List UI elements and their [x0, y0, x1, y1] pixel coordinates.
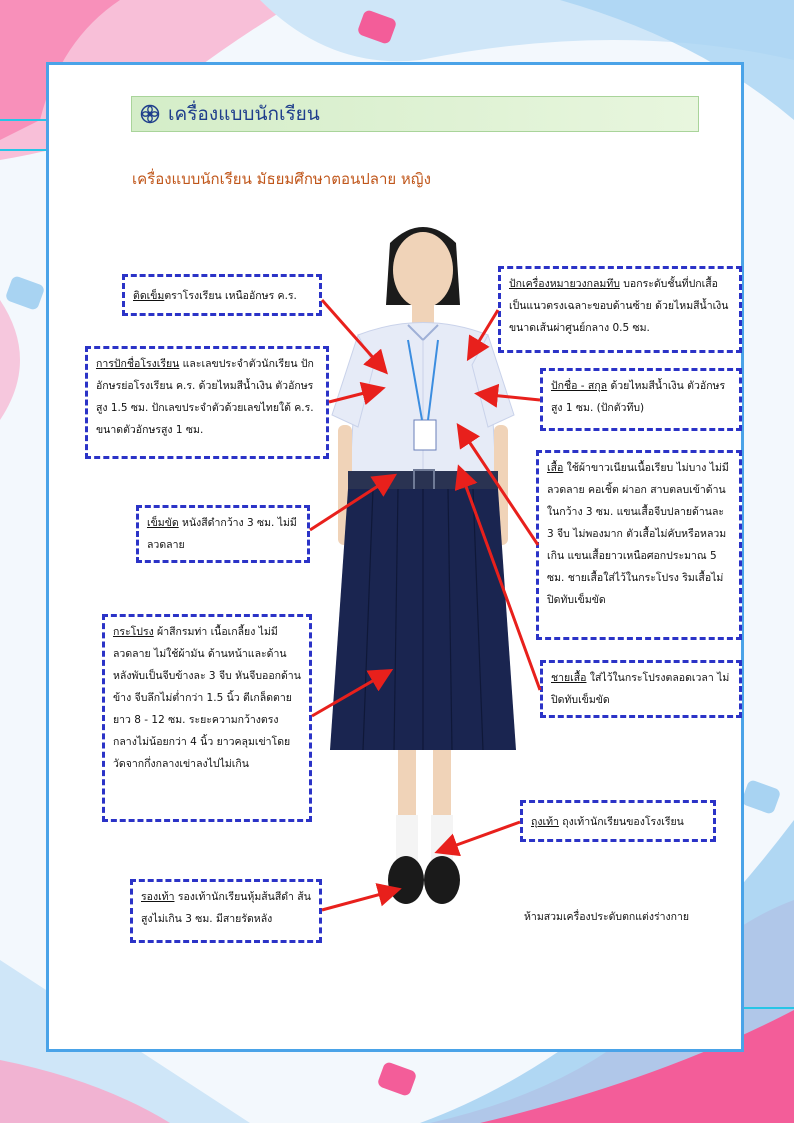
desc-school-name: และเลขประจำตัวนักเรียน ปักอักษรย่อโรงเรียน ค.ร. ด้วยไหมสีน้ำเงิน ตัวอักษรสูง 1.5 ซม. ปักเลขประจำตัวด้วยเลขไทยใต้ ค.ร. ขนาดตัวอักษรสูง 1 ซม.	[96, 358, 314, 436]
desc-shoes: รองเท้านักเรียนหุ้มส้นสีดำ ส้นสูงไม่เกิน 3 ซม. มีสายรัดหลัง	[141, 891, 311, 925]
label-belt	[136, 505, 310, 563]
page-title: เครื่องแบบนักเรียน	[168, 103, 320, 125]
desc-socks: ถุงเท้านักเรียนของโรงเรียน	[558, 816, 684, 828]
desc-badge: ตราโรงเรียน เหนืออักษร ค.ร.	[164, 290, 297, 302]
term-shirt-hem: ชายเสื้อ	[551, 672, 587, 684]
term-shoes: รองเท้า	[141, 891, 175, 903]
label-student-name	[540, 368, 742, 431]
desc-shirt: ใช้ผ้าขาวเนียนเนื้อเรียบ ไม่บาง ไม่มีลวดลาย คอเชิ้ต ผ่าอก สาบตลบเข้าด้านในกว้าง 3 ซม. แขนเสื้อจีบปลายด้านละ 3 จีบ ไม่พองมาก ตัวเสื้อไม่คับหรือหลวมเกิน แขนเสื้อยาวเหนือศอกประมาณ 5 ซม. ชายเสื้อใส่ไว้ในกระโปรง ริมเสื้อไม่ปิดทับเข็มขัด	[547, 462, 729, 606]
label-shirt-hem	[540, 660, 742, 718]
term-school-name: การปักชื่อโรงเรียน	[96, 358, 180, 370]
label-level-dot	[498, 266, 742, 353]
term-level-dot: ปักเครื่องหมายวงกลมทึบ	[509, 278, 620, 290]
term-skirt: กระโปรง	[113, 626, 154, 638]
term-belt: เข็มขัด	[147, 517, 179, 529]
label-shoes	[130, 879, 322, 943]
term-socks: ถุงเท้า	[531, 816, 559, 828]
term-badge: ติดเข็ม	[133, 290, 165, 302]
flower-icon	[140, 104, 160, 124]
desc-skirt: ผ้าสีกรมท่า เนื้อเกลี้ยง ไม่มีลวดลาย ไม่ใช้ผ้ามัน ด้านหน้าและด้านหลังพับเป็นจีบข้างละ 3 จีบ หันจีบออกด้านข้าง จีบลึกไม่ต่ำกว่า 1.5 นิ้ว ตีเกล็ดตายยาว 8 - 12 ซม. ระยะความกว้างตรงกลางไม่น้อยกว่า 4 นิ้ว ยาวคลุมเข่าโดยวัดจากกึ่งกลางเข่าลงไปไม่เกิน	[113, 626, 301, 770]
student-figure	[318, 215, 528, 915]
label-badge	[122, 274, 322, 316]
label-socks	[520, 800, 716, 842]
desc-student-name: ด้วยไหมสีน้ำเงิน ตัวอักษรสูง 1 ซม. (ปักตัวทึบ)	[551, 380, 726, 414]
label-shirt	[536, 450, 742, 640]
desc-level-dot: บอกระดับชั้นที่ปกเสื้อเป็นแนวตรงเฉลาะขอบด้านซ้าย ด้วยไหมสีน้ำเงิน ขนาดเส้นผ่าศูนย์กลาง 0.5 ซม.	[509, 278, 729, 334]
term-student-name: ปักชื่อ - สกุล	[551, 380, 608, 392]
term-shirt: เสื้อ	[547, 462, 564, 474]
jewelry-note: ห้ามสวมเครื่องประดับตกแต่งร่างกาย	[524, 911, 690, 923]
desc-belt: หนังสีดำกว้าง 3 ซม. ไม่มีลวดลาย	[147, 517, 297, 551]
label-school-name	[85, 346, 329, 459]
subtitle: เครื่องแบบนักเรียน มัธยมศึกษาตอนปลาย หญิง	[132, 170, 431, 188]
desc-shirt-hem: ใส่ไว้ในกระโปรงตลอดเวลา ไม่ปิดทับเข็มขัด	[551, 672, 730, 706]
label-skirt	[102, 614, 312, 822]
section-header	[131, 96, 699, 132]
